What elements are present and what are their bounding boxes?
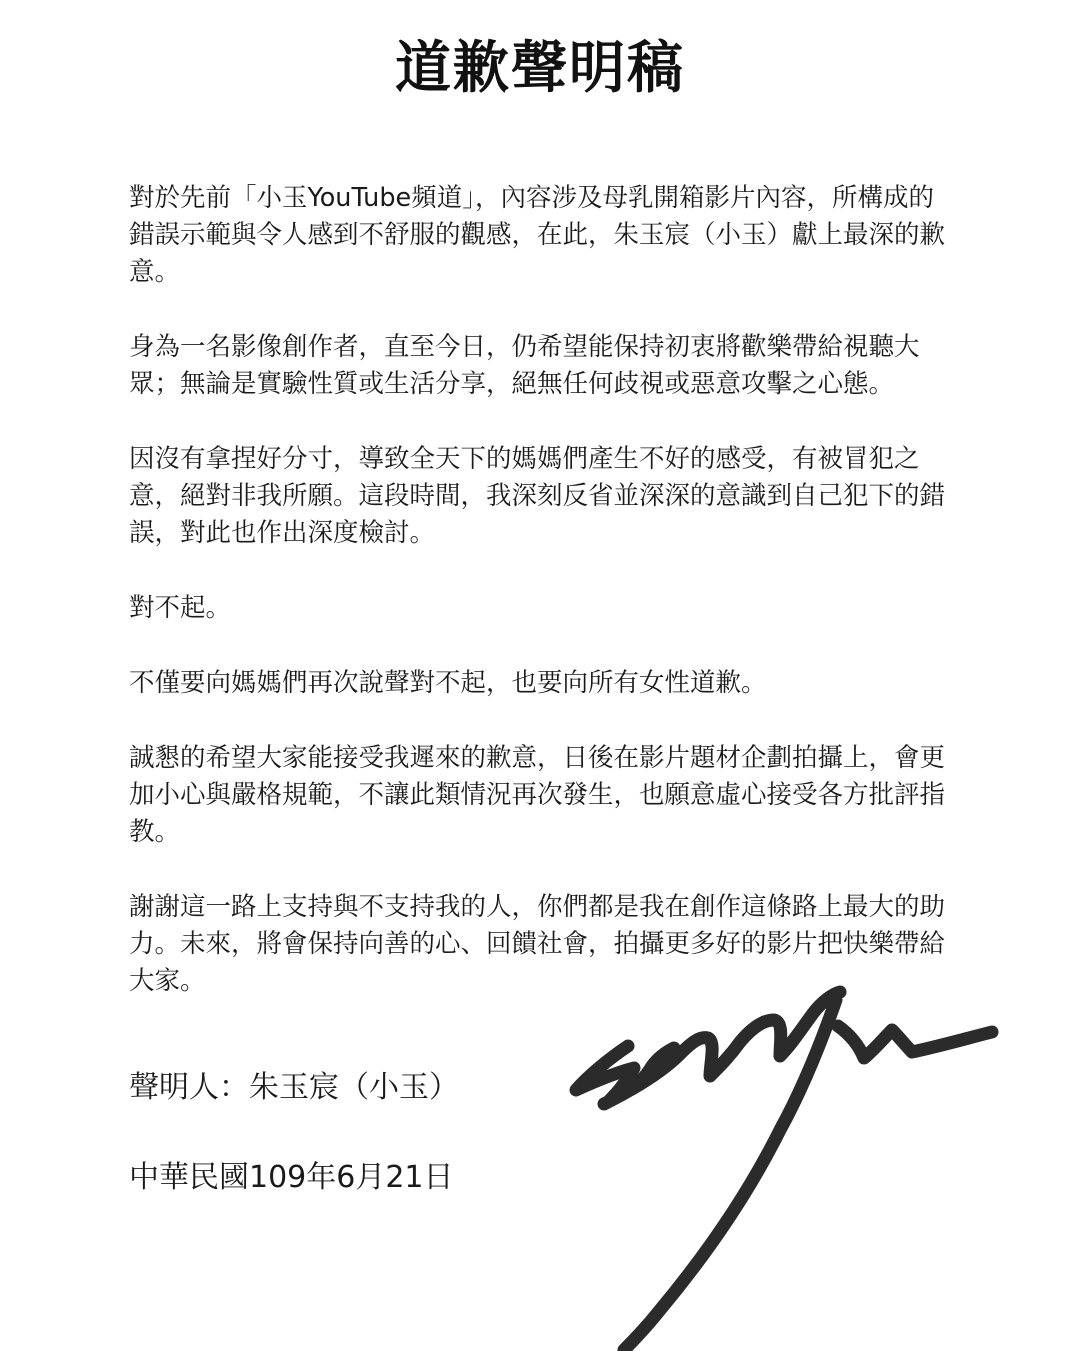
declarant-line: 聲明人：朱玉宸（小玉）: [129, 1070, 459, 1105]
signature-stroke-tail: [838, 1026, 992, 1058]
paragraph-3: 因沒有拿捏好分寸，導致全天下的媽媽們產生不好的感受，有被冒犯之意，絕對非我所願。這段時間，我深刻反省並深深的意識到自己犯下的錯誤，對此也作出深度檢討。: [129, 444, 946, 548]
document-title: 道歉聲明稿: [395, 36, 685, 101]
paragraph-2: 身為一名影像創作者，直至今日，仍希望能保持初衷將歡樂帶給視聽大眾；無論是實驗性質或生活分享，絕無任何歧視或惡意攻擊之心態。: [129, 332, 920, 399]
statement-body: [129, 180, 959, 1038]
paragraph-7: 謝謝這一路上支持與不支持我的人，你們都是我在創作這條路上最大的助力。未來，將會保持向善的心、回饋社會，拍攝更多好的影片把快樂帶給大家。: [129, 892, 946, 996]
paragraph-6: 誠懇的希望大家能接受我遲來的歉意，日後在影片題材企劃拍攝上，會更加小心與嚴格規範，不讓此類情況再次發生，也願意虛心接受各方批評指教。: [129, 743, 946, 847]
paragraph-1: 對於先前「小玉YouTube頻道」，內容涉及母乳開箱影片內容，所構成的錯誤示範與令人感到不舒服的觀感，在此，朱玉宸（小玉）獻上最深的歉意。: [129, 183, 946, 287]
handwritten-signature: [540, 980, 1020, 1351]
paragraph-5: 不僅要向媽媽們再次說聲對不起，也要向所有女性道歉。: [129, 668, 767, 698]
paragraph-4: 對不起。: [129, 593, 232, 623]
date-line: 中華民國109年6月21日: [129, 1160, 454, 1195]
